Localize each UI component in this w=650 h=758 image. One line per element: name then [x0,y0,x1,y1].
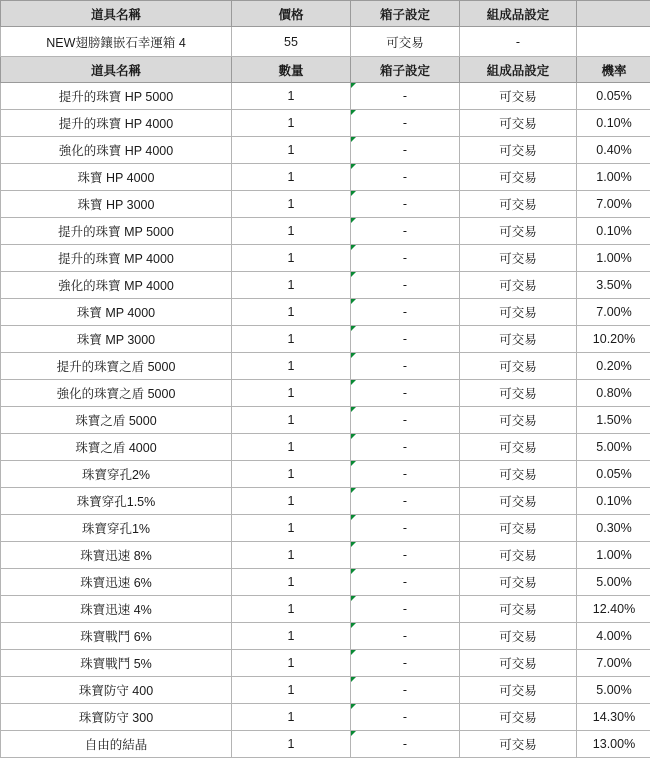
item-quantity: 1 [232,299,351,326]
box-price: 55 [232,27,351,57]
table-row [1,542,650,569]
item-name: 珠寶穿孔2% [1,461,232,488]
table-row [1,434,650,461]
table-row [1,272,650,299]
header-box-setting-2: 箱子設定 [351,57,460,83]
item-quantity: 1 [232,272,351,299]
item-quantity: 1 [232,434,351,461]
item-rate: 1.50% [577,407,650,434]
item-rate: 0.20% [577,353,650,380]
table-row [1,569,650,596]
header-material-setting-2: 組成品設定 [460,57,577,83]
table-row [1,353,650,380]
item-name: 珠寶 MP 4000 [1,299,232,326]
item-material-setting: 可交易 [460,515,577,542]
item-box-setting: - [351,110,460,137]
item-rate: 5.00% [577,434,650,461]
item-rate: 5.00% [577,677,650,704]
item-quantity: 1 [232,245,351,272]
item-box-setting: - [351,488,460,515]
table-row [1,137,650,164]
item-box-setting: - [351,299,460,326]
item-box-setting: - [351,407,460,434]
table-row [1,596,650,623]
item-header-row [1,57,650,83]
item-name: 珠寶 HP 3000 [1,191,232,218]
item-rate: 7.00% [577,299,650,326]
item-rate: 0.10% [577,488,650,515]
item-box-setting: - [351,461,460,488]
table-row [1,515,650,542]
item-name: 珠寶穿孔1.5% [1,488,232,515]
item-name: 珠寶 HP 4000 [1,164,232,191]
item-box-setting: - [351,164,460,191]
header-box-setting: 箱子設定 [351,1,460,27]
item-rate: 14.30% [577,704,650,731]
item-rate: 0.05% [577,83,650,110]
item-name: 提升的珠寶 HP 5000 [1,83,232,110]
box-summary-row [1,27,650,57]
item-box-setting: - [351,515,460,542]
item-material-setting: 可交易 [460,191,577,218]
item-material-setting: 可交易 [460,542,577,569]
item-material-setting: 可交易 [460,245,577,272]
item-box-setting: - [351,83,460,110]
item-material-setting: 可交易 [460,407,577,434]
item-box-setting: - [351,650,460,677]
item-rate: 7.00% [577,191,650,218]
item-box-setting: - [351,218,460,245]
item-quantity: 1 [232,380,351,407]
item-name: 珠寶戰鬥 6% [1,623,232,650]
item-quantity: 1 [232,650,351,677]
item-quantity: 1 [232,704,351,731]
item-rate: 0.05% [577,461,650,488]
item-name: 珠寶迅速 8% [1,542,232,569]
item-name: 珠寶防守 300 [1,704,232,731]
table-row [1,218,650,245]
item-material-setting: 可交易 [460,218,577,245]
item-rate: 7.00% [577,650,650,677]
item-name: 珠寶迅速 6% [1,569,232,596]
item-rate: 0.40% [577,137,650,164]
item-quantity: 1 [232,191,351,218]
item-quantity: 1 [232,569,351,596]
item-material-setting: 可交易 [460,380,577,407]
box-header-row [1,1,650,27]
table-row [1,488,650,515]
item-name: 強化的珠寶之盾 5000 [1,380,232,407]
item-box-setting: - [351,569,460,596]
item-rate: 1.00% [577,245,650,272]
box-name: NEW翅膀鑲嵌石幸運箱 4 [1,27,232,57]
item-quantity: 1 [232,515,351,542]
item-material-setting: 可交易 [460,731,577,758]
box-material-setting: - [460,27,577,57]
item-quantity: 1 [232,353,351,380]
item-material-setting: 可交易 [460,353,577,380]
item-box-setting: - [351,353,460,380]
item-box-setting: - [351,137,460,164]
item-material-setting: 可交易 [460,704,577,731]
item-name: 珠寶之盾 5000 [1,407,232,434]
item-material-setting: 可交易 [460,434,577,461]
item-box-setting: - [351,704,460,731]
table-row [1,461,650,488]
header-material-setting: 組成品設定 [460,1,577,27]
item-rate: 1.00% [577,542,650,569]
item-material-setting: 可交易 [460,596,577,623]
item-material-setting: 可交易 [460,164,577,191]
item-box-setting: - [351,677,460,704]
item-rate: 0.80% [577,380,650,407]
item-name: 提升的珠寶 MP 4000 [1,245,232,272]
item-name: 珠寶迅速 4% [1,596,232,623]
item-material-setting: 可交易 [460,272,577,299]
table-row [1,164,650,191]
table-row [1,623,650,650]
item-box-setting: - [351,380,460,407]
item-material-setting: 可交易 [460,650,577,677]
item-quantity: 1 [232,137,351,164]
item-material-setting: 可交易 [460,137,577,164]
item-name: 自由的結晶 [1,731,232,758]
item-box-setting: - [351,326,460,353]
item-material-setting: 可交易 [460,677,577,704]
item-name: 珠寶 MP 3000 [1,326,232,353]
table-row [1,326,650,353]
item-quantity: 1 [232,677,351,704]
table-row [1,110,650,137]
table-row [1,677,650,704]
table-row [1,704,650,731]
header-quantity: 數量 [232,57,351,83]
item-material-setting: 可交易 [460,110,577,137]
header-price: 價格 [232,1,351,27]
item-rate: 12.40% [577,596,650,623]
item-rate: 0.30% [577,515,650,542]
table-row [1,650,650,677]
item-box-setting: - [351,434,460,461]
header-rate: 機率 [577,57,650,83]
item-name: 珠寶戰鬥 5% [1,650,232,677]
item-material-setting: 可交易 [460,569,577,596]
box-blank [577,27,650,57]
item-quantity: 1 [232,596,351,623]
table-row [1,191,650,218]
item-rate: 13.00% [577,731,650,758]
item-name: 珠寶之盾 4000 [1,434,232,461]
item-box-setting: - [351,245,460,272]
item-box-setting: - [351,272,460,299]
item-box-setting: - [351,623,460,650]
item-quantity: 1 [232,407,351,434]
box-setting: 可交易 [351,27,460,57]
table-row [1,380,650,407]
item-material-setting: 可交易 [460,623,577,650]
item-quantity: 1 [232,488,351,515]
item-rate: 5.00% [577,569,650,596]
item-material-setting: 可交易 [460,488,577,515]
item-name: 強化的珠寶 MP 4000 [1,272,232,299]
item-quantity: 1 [232,731,351,758]
item-rate: 4.00% [577,623,650,650]
item-name: 珠寶防守 400 [1,677,232,704]
item-material-setting: 可交易 [460,83,577,110]
table-row [1,731,650,758]
item-quantity: 1 [232,623,351,650]
item-quantity: 1 [232,542,351,569]
item-rate: 10.20% [577,326,650,353]
item-name: 珠寶穿孔1% [1,515,232,542]
item-rate: 3.50% [577,272,650,299]
item-material-setting: 可交易 [460,326,577,353]
item-quantity: 1 [232,164,351,191]
item-box-setting: - [351,731,460,758]
item-rate: 0.10% [577,218,650,245]
item-quantity: 1 [232,218,351,245]
item-quantity: 1 [232,110,351,137]
item-name: 提升的珠寶 HP 4000 [1,110,232,137]
item-name: 提升的珠寶 MP 5000 [1,218,232,245]
table-row [1,83,650,110]
item-box-setting: - [351,596,460,623]
header-item-name: 道具名稱 [1,1,232,27]
item-name: 強化的珠寶 HP 4000 [1,137,232,164]
table-body [1,1,650,758]
item-quantity: 1 [232,326,351,353]
item-name: 提升的珠寶之盾 5000 [1,353,232,380]
header-blank [577,1,650,27]
item-quantity: 1 [232,461,351,488]
item-material-setting: 可交易 [460,299,577,326]
header-item-name-2: 道具名稱 [1,57,232,83]
item-rate: 1.00% [577,164,650,191]
item-quantity: 1 [232,83,351,110]
table-row [1,299,650,326]
item-box-setting: - [351,191,460,218]
item-box-setting: - [351,542,460,569]
table-row [1,245,650,272]
item-material-setting: 可交易 [460,461,577,488]
table-row [1,407,650,434]
item-rate: 0.10% [577,110,650,137]
